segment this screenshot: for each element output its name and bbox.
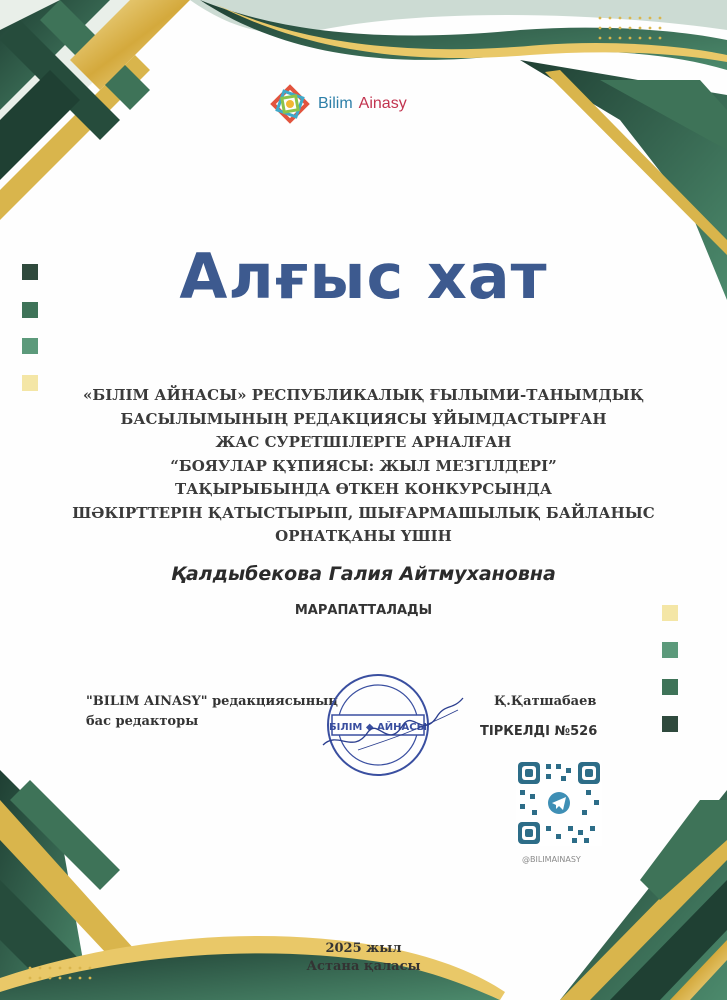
logo-icon	[270, 84, 310, 124]
awards-label: МАРАПАТТАЛАДЫ	[294, 603, 433, 618]
editor-title	[86, 692, 338, 732]
footer-date-location	[0, 940, 727, 976]
body-line: «БІЛІМ АЙНАСЫ» РЕСПУБЛИКАЛЫҚ ҒЫЛЫМИ-ТАНЫМДЫҚ	[83, 386, 644, 404]
qr-handle: @BILIMAINASY	[522, 855, 581, 864]
certificate-body	[40, 384, 687, 549]
certificate-title: Алғыс хат	[179, 240, 548, 313]
body-line: ЖАС СУРЕТШІЛЕРГЕ АРНАЛҒАН	[215, 433, 512, 451]
recipient-name: Қалдыбекова Галия Айтмухановна	[171, 563, 556, 585]
body-line: ШӘКІРТТЕРІН ҚАТЫСТЫРЫП, ШЫҒАРМАШЫЛЫҚ БАЙЛАНЫС	[72, 503, 655, 522]
body-line: БАСЫЛЫМЫНЫҢ РЕДАКЦИЯСЫ ҰЙЫМДАСТЫРҒАН	[120, 409, 607, 428]
right-color-squares	[662, 605, 678, 732]
editor-title-line2: бас редакторы	[86, 714, 199, 729]
footer-city: Астана қаласы	[306, 959, 421, 974]
top-left-corner	[0, 0, 190, 220]
logo-text	[318, 95, 407, 113]
body-line: ТАҚЫРЫБЫНДА ӨТКЕН КОНКУРСЫНДА	[174, 480, 553, 498]
registration-number: ТІРКЕЛДІ №526	[480, 724, 598, 739]
stamp-center-text: БІЛІМ ◆ АЙНАСЫ	[329, 722, 427, 733]
brand-logo	[270, 84, 407, 124]
logo-word-ainasy: Ainasy	[358, 95, 407, 112]
qr-code[interactable]	[516, 760, 602, 846]
official-stamp	[318, 670, 468, 780]
footer-year: 2025 жыл	[325, 941, 402, 956]
body-line: ОРНАТҚАНЫ ҮШІН	[275, 527, 452, 545]
editor-title-line1: "BILIM AINASY" редакциясының	[86, 694, 338, 709]
logo-word-bilim: Bilim	[318, 95, 353, 112]
editor-name: Қ.Қатшабаев	[494, 694, 597, 709]
body-line: “БОЯУЛАР ҚҰПИЯСЫ: ЖЫЛ МЕЗГІЛДЕРІ”	[170, 456, 557, 475]
